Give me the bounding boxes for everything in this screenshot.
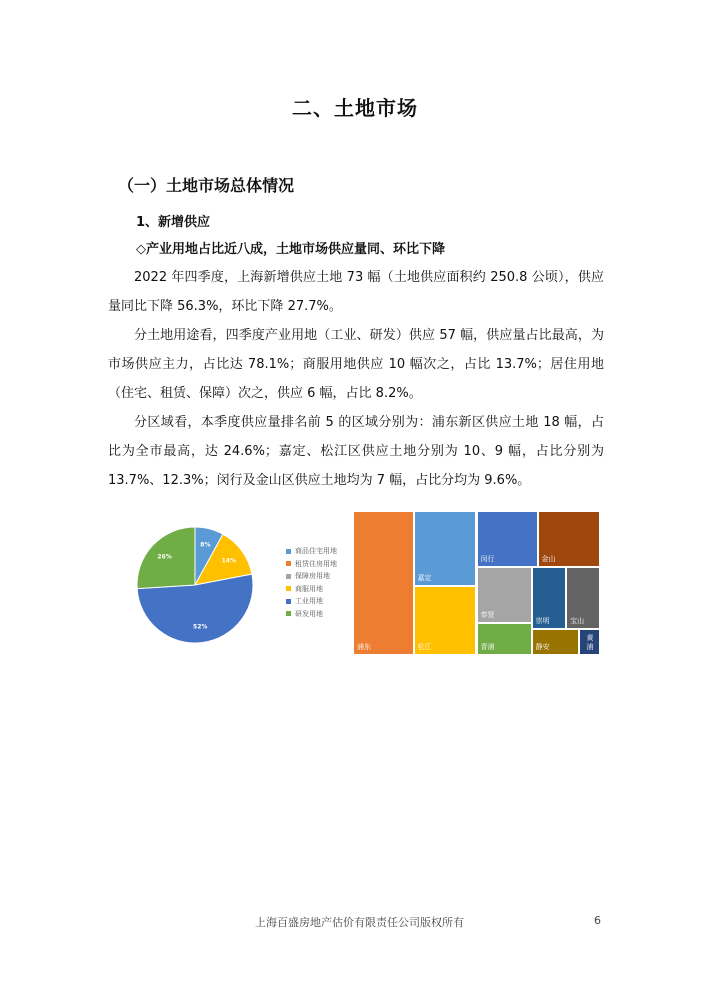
subsection-heading: 1、新增供应: [136, 215, 211, 230]
treemap-tile-7: [532, 567, 567, 629]
legend-entry-3: [286, 583, 337, 596]
paragraph-supply-total: 2022 年四季度，上海新增供应土地 73 幅（土地供应面积约 250.8 公顷），供应量同比下降 56.3%，环比下降 27.7%。: [108, 270, 604, 314]
pie-data-label-4: 52%: [193, 623, 208, 631]
legend-swatch-2: [286, 574, 291, 579]
treemap-tile-1: [414, 511, 477, 586]
section-heading: （一）土地市场总体情况: [118, 176, 295, 195]
treemap-tile-9: [532, 629, 579, 655]
treemap-label-2: 松江: [417, 642, 432, 651]
treemap-tile-8: [566, 567, 600, 629]
treemap-label-8: 宝山: [570, 617, 585, 626]
legend-label-5: 研发用地: [295, 609, 323, 618]
pie-data-label-5: 26%: [157, 553, 172, 561]
legend-swatch-0: [286, 549, 291, 554]
treemap-tile-4: [538, 511, 600, 567]
legend-label-0: 商品住宅用地: [295, 547, 337, 555]
treemap-label-0: 浦东: [357, 643, 371, 651]
legend-swatch-5: [286, 611, 291, 616]
legend-swatch-1: [286, 561, 291, 566]
treemap-tile-6: [477, 623, 532, 655]
treemap-tile-10: [579, 629, 600, 655]
treemap-label-7: 崇明: [535, 617, 550, 626]
treemap-label-3: 闵行: [480, 555, 495, 564]
treemap-label-4: 金山: [541, 555, 556, 564]
treemap-tile-3: [477, 511, 538, 567]
pie-data-label-0: 8%: [200, 541, 211, 549]
legend-swatch-4: [286, 599, 291, 604]
treemap-label-5: 奉贤: [480, 611, 495, 620]
treemap-label-1: 嘉定: [417, 573, 432, 582]
treemap-tile-2: [414, 586, 477, 655]
paragraph-by-district: 分区域看，本季度供应量排名前 5 的区域分别为：浦东新区供应土地 18 幅，占比为全市最高，达 24.6%；嘉定、松江区供应土地分别为 10、9 幅，占比分别为 13.7%、12.3%；闵行及金山区供应土地均为 7 幅，占比分均为 9.6%。: [108, 415, 604, 488]
legend-label-3: 商服用地: [295, 584, 323, 593]
legend-label-1: 租赁住房用地: [295, 559, 337, 568]
treemap-tile-0: [353, 511, 414, 655]
legend-entry-0: [286, 545, 337, 558]
legend-swatch-3: [286, 586, 291, 591]
land-use-pie-chart: [125, 515, 265, 655]
page-heading: 二、土地市场: [292, 96, 418, 120]
paragraph-by-use: 分土地用途看，四季度产业用地（工业、研发）供应 57 幅，供应量占比最高，为市场供应主力，占比达 78.1%；商服用地供应 10 幅次之，占比 13.7%；居住用地（住宅、租赁、保障）次之，供应 6 幅，占比 8.2%。: [108, 328, 604, 401]
district-treemap-chart: [353, 511, 600, 655]
legend-label-4: 工业用地: [295, 597, 323, 605]
topic-heading: ◇产业用地占比近八成，土地市场供应量同、环比下降: [136, 242, 445, 257]
legend-entry-4: [286, 595, 337, 608]
treemap-tile-5: [477, 567, 532, 623]
legend-entry-5: [286, 608, 337, 621]
treemap-label-9: 静安: [535, 642, 550, 651]
pie-legend: [286, 545, 337, 620]
legend-label-2: 保障房用地: [295, 572, 330, 580]
legend-entry-1: [286, 558, 337, 571]
treemap-label-6: 青浦: [480, 642, 495, 651]
pie-data-label-3: 14%: [221, 557, 236, 565]
footer-copyright: 上海百盛房地产估价有限责任公司版权所有: [255, 916, 464, 929]
treemap-label-10: 黄浦: [586, 633, 594, 651]
page-number: 6: [594, 914, 601, 927]
legend-entry-2: [286, 570, 337, 583]
